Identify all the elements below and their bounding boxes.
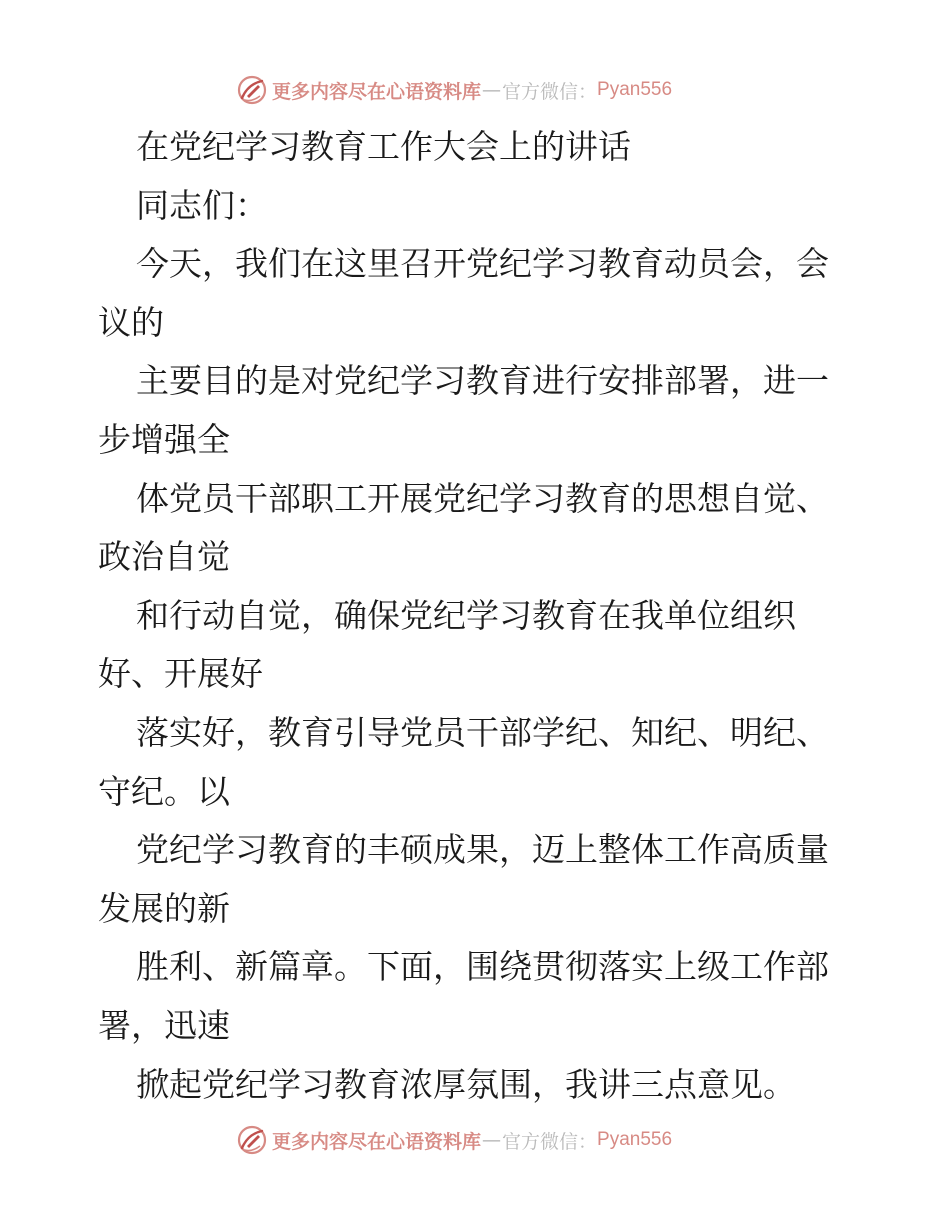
watermark-wechat-label: 官方微信： (502, 1130, 598, 1153)
text-line: 党纪学习教育的丰硕成果，迈上整体工作高质量 (136, 830, 829, 870)
text-line: 发展的新 (98, 888, 230, 928)
pen-logo-icon (236, 1124, 268, 1156)
text-line: 议的 (98, 302, 164, 342)
watermark-wechat-id: Pyan556 (597, 1129, 673, 1150)
text-line: 主要目的是对党纪学习教育进行安排部署，进一 (136, 361, 829, 401)
document-title: 在党纪学习教育工作大会上的讲话 (136, 127, 631, 166)
text-line: 政治自觉 (98, 537, 230, 577)
text-line: 今天，我们在这里召开党纪学习教育动员会，会 (136, 244, 829, 284)
watermark-site-text: 更多内容尽在心语资料库 (272, 1130, 482, 1153)
text-line: 掀起党纪学习教育浓厚氛围，我讲三点意见。 (136, 1064, 796, 1104)
salutation: 同志们： (136, 185, 268, 225)
text-line: 步增强全 (98, 419, 230, 459)
watermark-wechat-id: Pyan556 (597, 79, 673, 100)
watermark-wechat-label: 官方微信： (502, 80, 598, 103)
text-line: 和行动自觉，确保党纪学习教育在我单位组织 (136, 595, 796, 635)
footer-watermark (236, 1123, 672, 1157)
text-line: 好、开展好 (98, 654, 263, 694)
text-line: 落实好，教育引导党员干部学纪、知纪、明纪、 (136, 712, 829, 752)
watermark-separator: — (482, 79, 502, 101)
document-body (98, 118, 858, 1114)
watermark-site-text: 更多内容尽在心语资料库 (272, 80, 482, 103)
header-watermark (236, 73, 672, 107)
text-line: 守纪。以 (98, 771, 230, 811)
text-line: 体党员干部职工开展党纪学习教育的思想自觉、 (136, 478, 829, 518)
pen-logo-icon (236, 74, 268, 106)
text-line: 胜利、新篇章。下面，围绕贯彻落实上级工作部 (136, 947, 829, 987)
watermark-separator: — (482, 1129, 502, 1151)
text-line: 署，迅速 (98, 1005, 230, 1045)
